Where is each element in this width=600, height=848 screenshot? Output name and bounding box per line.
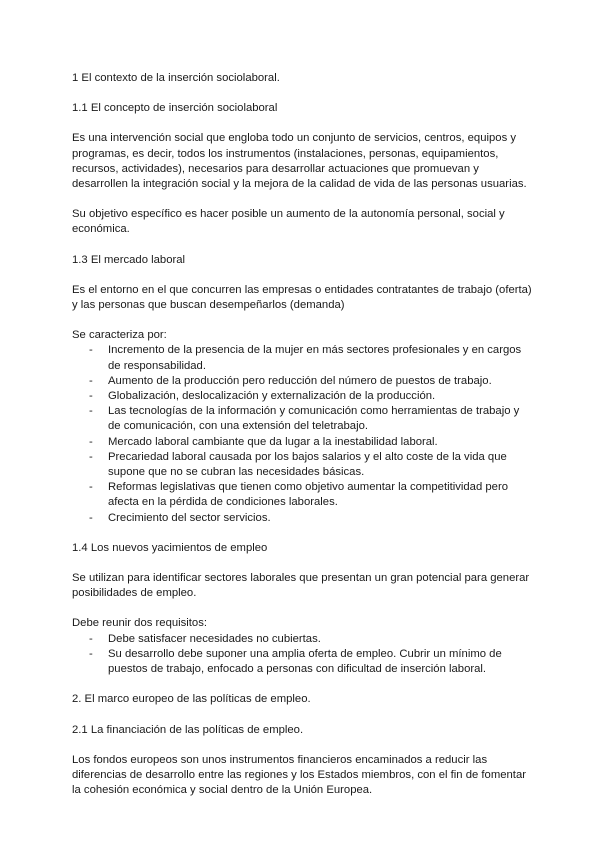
- subsection-heading: 1.1 El concepto de inserción sociolaboral: [72, 102, 278, 115]
- body-paragraph: Es el entorno en el que concurren las empresas o entidades contratantes de trabajo (oferta) y las personas que buscan desempeñarlos (demanda): [72, 283, 532, 312]
- list-intro: Debe reunir dos requisitos:: [72, 617, 208, 630]
- list-item: - Mercado laboral cambiante que da lugar a la inestabilidad laboral.: [72, 435, 534, 450]
- subsection-heading: 2.1 La financiación de las políticas de empleo.: [72, 723, 304, 736]
- dash-list: [72, 343, 534, 525]
- body-paragraph: Es una intervención social que engloba todo un conjunto de servicios, centros, equipos y programas, es decir, todos los instrumentos (instalaciones, personas, equipamientos, recursos, actividades), necesarios para desarrollar actuaciones que promuevan y desarrollen la integración social y la mejora de la calidad de vida de las personas usuarias.: [72, 132, 527, 191]
- paragraph-gap: [72, 738, 534, 753]
- list-item: - Globalización, deslocalización y externalización de la producción.: [72, 389, 534, 404]
- paragraph-gap: [72, 526, 534, 541]
- paragraph-gap: [72, 677, 534, 692]
- body-paragraph: Se utilizan para identificar sectores laborales que presentan un gran potencial para generar posibilidades de empleo.: [72, 572, 530, 600]
- body-paragraph: Los fondos europeos son unos instrumentos financieros encaminados a reducir las diferencias de desarrollo entre las regiones y los Estados miembros, con el fin de fomentar la cohesión económica y social dentro de la Unión Europea.: [72, 753, 526, 797]
- paragraph-gap: [72, 268, 534, 283]
- paragraph-gap: [72, 708, 534, 723]
- list-item: - Debe satisfacer necesidades no cubiertas.: [72, 632, 534, 647]
- section-heading: 2. El marco europeo de las políticas de empleo.: [72, 693, 311, 706]
- dash-list: [72, 632, 534, 678]
- paragraph-gap: [72, 313, 534, 328]
- paragraph-gap: [72, 192, 534, 207]
- paragraph-gap: [72, 86, 534, 101]
- list-intro: Se caracteriza por:: [72, 329, 167, 342]
- list-item: - Las tecnologías de la información y comunicación como herramientas de trabajo y de comunicación, con una extensión del teletrabajo.: [72, 404, 534, 434]
- paragraph-gap: [72, 116, 534, 131]
- list-item: - Crecimiento del sector servicios.: [72, 511, 534, 526]
- paragraph-gap: [72, 238, 534, 253]
- document-page: [72, 71, 534, 798]
- section-heading: 1 El contexto de la inserción sociolaboral.: [72, 72, 280, 84]
- paragraph-gap: [72, 601, 534, 616]
- list-item: - Aumento de la producción pero reducción del número de puestos de trabajo.: [72, 374, 534, 389]
- list-item: - Precariedad laboral causada por los bajos salarios y el alto coste de la vida que supone que no se cubran las necesidades básicas.: [72, 450, 534, 480]
- list-item: - Reformas legislativas que tienen como objetivo aumentar la competitividad pero afecta en la pérdida de condiciones laborales.: [72, 480, 534, 510]
- body-paragraph: Su objetivo específico es hacer posible un aumento de la autonomía personal, social y económica.: [72, 208, 505, 236]
- list-item: - Incremento de la presencia de la mujer en más sectores profesionales y en cargos de responsabilidad.: [72, 343, 534, 373]
- subsection-heading: 1.4 Los nuevos yacimientos de empleo: [72, 541, 268, 554]
- paragraph-gap: [72, 556, 534, 571]
- list-item: - Su desarrollo debe suponer una amplia oferta de empleo. Cubrir un mínimo de puestos de trabajo, enfocado a personas con dificultad de inserción laboral.: [72, 647, 534, 677]
- subsection-heading: 1.3 El mercado laboral: [72, 253, 186, 266]
